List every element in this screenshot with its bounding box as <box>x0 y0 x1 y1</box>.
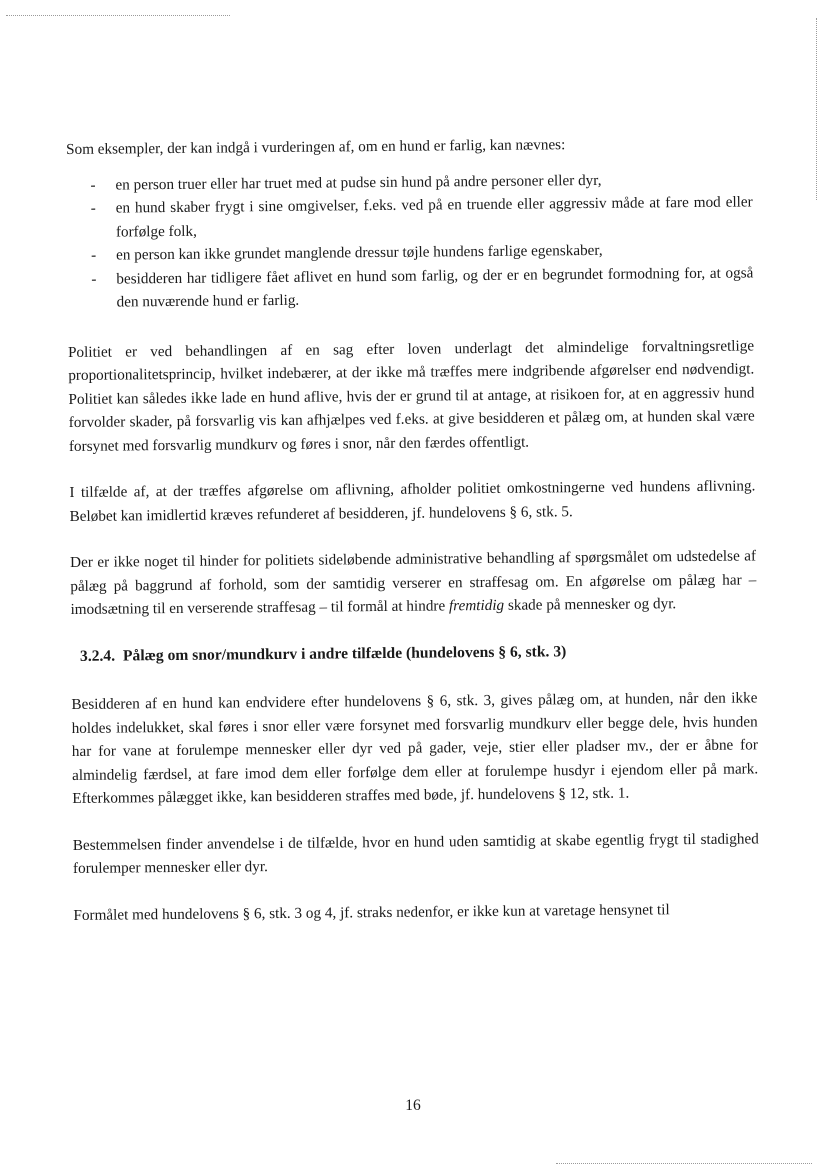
list-item-text: en person truer eller har truet med at pudse sin hund på andre personer eller dyr, <box>115 171 602 194</box>
list-item <box>67 261 753 315</box>
paragraph-purpose: Formålet med hundelovens § 6, stk. 3 og 4, jf. straks nedenfor, er ikke kun at varetage hensynet til <box>73 900 670 924</box>
list-item <box>67 190 753 244</box>
list-item-text: besidderen har tidligere fået aflivet en hund som farlig, og der er en begrundet formodning for, at også den nuværende hund er farlig. <box>116 263 754 311</box>
page-number: 16 <box>405 1097 421 1114</box>
section-number: 3.2.4. <box>79 647 116 665</box>
list-dash: - <box>91 270 97 288</box>
paragraph-proportionality: Politiet er ved behandlingen af en sag efter loven underlagt det almindelige forvaltningsretlige proportionalitetsprincip, hvilket indebærer, at der ikke må træffes mere indgribende afgørelser end nødvendigt. Politiet kan således ikke lade en hund aflive, hvis der er grund til at antage, at risikoen for, at en aggressiv hund forvolder skader, på forsvarlig vis kan afhjælpes ved f.eks. at give besidderen et pålæg om, at hunden skal være forsynet med forsvarlig mundkurv og føres i snor, når den færdes offentligt. <box>67 336 755 455</box>
list-item-text: en person kan ikke grundet manglende dressur tøjle hundens farlige egenskaber, <box>116 241 603 264</box>
scan-edge-bottom <box>556 1163 812 1164</box>
scan-edge-top <box>6 15 230 16</box>
paragraph-parallel-processing <box>70 544 757 621</box>
paragraph-text-before: Der er ikke noget til hinder for politiets sideløbende administrative behandling af spørgsmålet om udstedelse af pålæg på baggrund af forhold, som der samtidig verserer en straffesag om. En afgørelse om pålæg har – imodsætning til en verserende straffesag – til formål at hindre <box>69 547 757 618</box>
paragraph-application: Bestemmelsen finder anvendelse i de tilfælde, hvor en hund uden samtidig at skabe egentlig frygt til stadighed forulemper mennesker eller dyr. <box>72 829 759 877</box>
list-dash: - <box>90 199 96 217</box>
document-body <box>66 131 760 950</box>
list-item-text: en hund skaber frygt i sine omgivelser, f.eks. ved på en truende eller aggressiv måde at fare mod eller forfølge folk, <box>115 193 753 241</box>
paragraph-leash-order: Besidderen af en hund kan endvidere efter hundelovens § 6, stk. 3, gives pålæg om, at hunden, når den ikke holdes indelukket, skal føres i snor eller være forsynet med forsvarlig mundkurv eller begge dele, hvis hunden har for vane at forulempe mennesker eller dyr ved på gader, veje, stier eller pladser mv., der er åbne for almindelig færdsel, at fare imod dem eller forfølge dem eller at forulempe husdyr i ejendom eller på mark. Efterkommes pålægget ikke, kan besidderen straffes med bøde, jf. hundelovens § 12, stk. 1. <box>71 689 759 807</box>
paragraph-euthanasia-costs: I tilfælde af, at der træffes afgørelse om aflivning, afholder politiet omkostningerne ved hundens aflivning. Beløbet kan imidlertid kræves refunderet af besidderen, jf. hundelovens § 6, stk. 5. <box>69 477 756 525</box>
scan-edge-right <box>816 18 817 200</box>
intro-text: Som eksempler, der kan indgå i vurderingen af, om en hund er farlig, kan nævnes: <box>66 136 566 158</box>
list-dash: - <box>90 176 96 194</box>
examples-list <box>66 167 753 315</box>
section-heading <box>80 638 757 668</box>
paragraph-text-after: skade på mennesker og dyr. <box>504 595 677 614</box>
emphasis-text: fremtidig <box>448 596 505 615</box>
section-title: Pålæg om snor/mundkurv i andre tilfælde (hundelovens § 6, stk. 3) <box>122 642 567 664</box>
list-dash: - <box>91 246 97 264</box>
